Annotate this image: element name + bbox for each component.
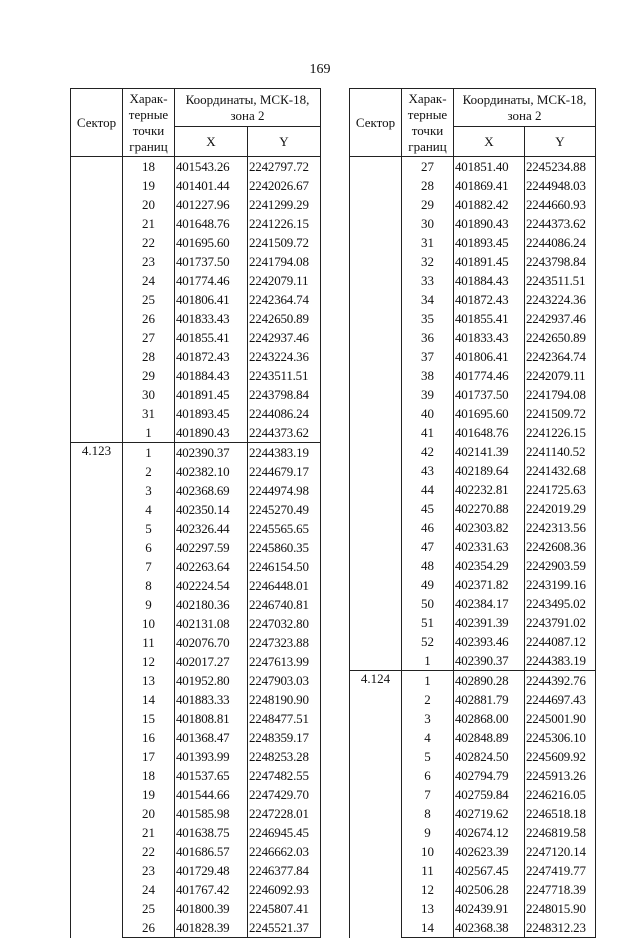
point-number-cell: 50 bbox=[402, 594, 454, 613]
y-coordinate-cell: 2244679.17 bbox=[248, 462, 321, 481]
x-coordinate-cell: 401695.60 bbox=[175, 233, 248, 252]
x-coordinate-cell: 401543.26 bbox=[175, 157, 248, 177]
y-coordinate-cell: 2247120.14 bbox=[525, 842, 596, 861]
point-number-cell: 9 bbox=[402, 823, 454, 842]
y-coordinate-cell: 2241725.63 bbox=[525, 480, 596, 499]
y-coordinate-cell: 2244392.76 bbox=[525, 671, 596, 691]
point-number-cell: 28 bbox=[123, 347, 175, 366]
x-coordinate-cell: 401648.76 bbox=[454, 423, 525, 442]
point-number-cell: 14 bbox=[402, 918, 454, 938]
y-coordinate-cell: 2242650.89 bbox=[248, 309, 321, 328]
point-number-cell: 43 bbox=[402, 461, 454, 480]
point-number-cell: 6 bbox=[402, 766, 454, 785]
point-number-cell: 26 bbox=[123, 309, 175, 328]
char-points-header: Харак-терные точки границ bbox=[123, 89, 175, 157]
point-number-cell: 30 bbox=[123, 385, 175, 404]
x-coordinate-cell: 401891.45 bbox=[175, 385, 248, 404]
x-coordinate-cell: 401806.41 bbox=[175, 290, 248, 309]
y-header: Y bbox=[525, 127, 596, 157]
point-number-cell: 20 bbox=[123, 195, 175, 214]
point-number-cell: 51 bbox=[402, 613, 454, 632]
x-coordinate-cell: 401806.41 bbox=[454, 347, 525, 366]
y-coordinate-cell: 2245306.10 bbox=[525, 728, 596, 747]
coordinates-table-right bbox=[349, 88, 596, 938]
coordinates-table-left bbox=[70, 88, 321, 938]
point-number-cell: 34 bbox=[402, 290, 454, 309]
y-coordinate-cell: 2247903.03 bbox=[248, 671, 321, 690]
x-coordinate-cell: 402270.88 bbox=[454, 499, 525, 518]
y-coordinate-cell: 2244383.19 bbox=[525, 651, 596, 671]
point-number-cell: 42 bbox=[402, 442, 454, 461]
x-coordinate-cell: 402868.00 bbox=[454, 709, 525, 728]
sector-cell bbox=[350, 157, 402, 671]
y-coordinate-cell: 2244948.03 bbox=[525, 176, 596, 195]
point-number-cell: 12 bbox=[402, 880, 454, 899]
y-coordinate-cell: 2246819.58 bbox=[525, 823, 596, 842]
y-coordinate-cell: 2241794.08 bbox=[525, 385, 596, 404]
y-coordinate-cell: 2242797.72 bbox=[248, 157, 321, 177]
sector-header: Сектор bbox=[71, 89, 123, 157]
x-coordinate-cell: 401774.46 bbox=[175, 271, 248, 290]
point-number-cell: 11 bbox=[402, 861, 454, 880]
y-coordinate-cell: 2242937.46 bbox=[525, 309, 596, 328]
y-coordinate-cell: 2246740.81 bbox=[248, 595, 321, 614]
y-coordinate-cell: 2242937.46 bbox=[248, 328, 321, 347]
x-coordinate-cell: 402224.54 bbox=[175, 576, 248, 595]
x-coordinate-cell: 402890.28 bbox=[454, 671, 525, 691]
y-coordinate-cell: 2241226.15 bbox=[525, 423, 596, 442]
y-coordinate-cell: 2248253.28 bbox=[248, 747, 321, 766]
point-number-cell: 7 bbox=[123, 557, 175, 576]
point-number-cell: 22 bbox=[123, 842, 175, 861]
y-coordinate-cell: 2242650.89 bbox=[525, 328, 596, 347]
x-coordinate-cell: 401544.66 bbox=[175, 785, 248, 804]
x-coordinate-cell: 402506.28 bbox=[454, 880, 525, 899]
x-coordinate-cell: 402141.39 bbox=[454, 442, 525, 461]
point-number-cell: 23 bbox=[123, 861, 175, 880]
x-coordinate-cell: 402881.79 bbox=[454, 690, 525, 709]
x-coordinate-cell: 401537.65 bbox=[175, 766, 248, 785]
x-coordinate-cell: 401855.41 bbox=[175, 328, 248, 347]
point-number-cell: 41 bbox=[402, 423, 454, 442]
y-coordinate-cell: 2248477.51 bbox=[248, 709, 321, 728]
y-coordinate-cell: 2242313.56 bbox=[525, 518, 596, 537]
point-number-cell: 8 bbox=[123, 576, 175, 595]
y-coordinate-cell: 2245565.65 bbox=[248, 519, 321, 538]
y-coordinate-cell: 2244373.62 bbox=[248, 423, 321, 443]
y-coordinate-cell: 2246945.45 bbox=[248, 823, 321, 842]
x-coordinate-cell: 401695.60 bbox=[454, 404, 525, 423]
y-coordinate-cell: 2241226.15 bbox=[248, 214, 321, 233]
y-coordinate-cell: 2245001.90 bbox=[525, 709, 596, 728]
sector-cell: 4.124 bbox=[350, 671, 402, 938]
x-coordinate-cell: 402390.37 bbox=[454, 651, 525, 671]
point-number-cell: 16 bbox=[123, 728, 175, 747]
point-number-cell: 10 bbox=[123, 614, 175, 633]
x-coordinate-cell: 402719.62 bbox=[454, 804, 525, 823]
point-number-cell: 17 bbox=[123, 747, 175, 766]
x-coordinate-cell: 401833.43 bbox=[175, 309, 248, 328]
x-coordinate-cell: 402567.45 bbox=[454, 861, 525, 880]
x-coordinate-cell: 402371.82 bbox=[454, 575, 525, 594]
y-coordinate-cell: 2244974.98 bbox=[248, 481, 321, 500]
x-coordinate-cell: 402439.91 bbox=[454, 899, 525, 918]
y-coordinate-cell: 2246154.50 bbox=[248, 557, 321, 576]
x-header: X bbox=[175, 127, 248, 157]
point-number-cell: 2 bbox=[123, 462, 175, 481]
y-coordinate-cell: 2248359.17 bbox=[248, 728, 321, 747]
point-number-cell: 19 bbox=[123, 785, 175, 804]
point-number-cell: 48 bbox=[402, 556, 454, 575]
y-coordinate-cell: 2245807.41 bbox=[248, 899, 321, 918]
y-coordinate-cell: 2245913.26 bbox=[525, 766, 596, 785]
x-coordinate-cell: 401227.96 bbox=[175, 195, 248, 214]
point-number-cell: 30 bbox=[402, 214, 454, 233]
sector-cell: 4.123 bbox=[71, 443, 123, 938]
point-number-cell: 27 bbox=[123, 328, 175, 347]
y-coordinate-cell: 2247419.77 bbox=[525, 861, 596, 880]
point-number-cell: 37 bbox=[402, 347, 454, 366]
x-coordinate-cell: 401401.44 bbox=[175, 176, 248, 195]
x-coordinate-cell: 402382.10 bbox=[175, 462, 248, 481]
y-coordinate-cell: 2242026.67 bbox=[248, 176, 321, 195]
point-number-cell: 3 bbox=[123, 481, 175, 500]
x-coordinate-cell: 402180.36 bbox=[175, 595, 248, 614]
y-coordinate-cell: 2245609.92 bbox=[525, 747, 596, 766]
point-number-cell: 19 bbox=[123, 176, 175, 195]
x-coordinate-cell: 401729.48 bbox=[175, 861, 248, 880]
x-coordinate-cell: 401808.81 bbox=[175, 709, 248, 728]
x-coordinate-cell: 402076.70 bbox=[175, 633, 248, 652]
point-number-cell: 13 bbox=[402, 899, 454, 918]
y-coordinate-cell: 2243495.02 bbox=[525, 594, 596, 613]
x-coordinate-cell: 402131.08 bbox=[175, 614, 248, 633]
point-number-cell: 10 bbox=[402, 842, 454, 861]
page-number: 169 bbox=[309, 62, 331, 77]
sector-header: Сектор bbox=[350, 89, 402, 157]
y-coordinate-cell: 2243511.51 bbox=[248, 366, 321, 385]
x-coordinate-cell: 401851.40 bbox=[454, 157, 525, 177]
y-coordinate-cell: 2248190.90 bbox=[248, 690, 321, 709]
point-number-cell: 39 bbox=[402, 385, 454, 404]
y-coordinate-cell: 2241509.72 bbox=[248, 233, 321, 252]
x-coordinate-cell: 401884.43 bbox=[454, 271, 525, 290]
y-coordinate-cell: 2246448.01 bbox=[248, 576, 321, 595]
table-row bbox=[71, 157, 321, 177]
y-coordinate-cell: 2241794.08 bbox=[248, 252, 321, 271]
y-coordinate-cell: 2245270.49 bbox=[248, 500, 321, 519]
x-coordinate-cell: 402303.82 bbox=[454, 518, 525, 537]
x-coordinate-cell: 401952.80 bbox=[175, 671, 248, 690]
x-coordinate-cell: 401890.43 bbox=[175, 423, 248, 443]
point-number-cell: 23 bbox=[123, 252, 175, 271]
point-number-cell: 40 bbox=[402, 404, 454, 423]
x-coordinate-cell: 401767.42 bbox=[175, 880, 248, 899]
point-number-cell: 29 bbox=[402, 195, 454, 214]
x-coordinate-cell: 401774.46 bbox=[454, 366, 525, 385]
point-number-cell: 32 bbox=[402, 252, 454, 271]
y-coordinate-cell: 2244086.24 bbox=[248, 404, 321, 423]
point-number-cell: 1 bbox=[123, 423, 175, 443]
x-coordinate-cell: 402848.89 bbox=[454, 728, 525, 747]
point-number-cell: 21 bbox=[123, 823, 175, 842]
y-coordinate-cell: 2247718.39 bbox=[525, 880, 596, 899]
point-number-cell: 13 bbox=[123, 671, 175, 690]
y-coordinate-cell: 2241509.72 bbox=[525, 404, 596, 423]
x-coordinate-cell: 402368.38 bbox=[454, 918, 525, 938]
char-points-header: Харак-терные точки границ bbox=[402, 89, 454, 157]
point-number-cell: 52 bbox=[402, 632, 454, 651]
point-number-cell: 4 bbox=[123, 500, 175, 519]
y-coordinate-cell: 2246662.03 bbox=[248, 842, 321, 861]
coords-header: Координаты, МСК-18, зона 2 bbox=[175, 89, 321, 127]
x-coordinate-cell: 401393.99 bbox=[175, 747, 248, 766]
point-number-cell: 1 bbox=[402, 651, 454, 671]
x-coordinate-cell: 402017.27 bbox=[175, 652, 248, 671]
y-coordinate-cell: 2242019.29 bbox=[525, 499, 596, 518]
x-coordinate-cell: 401893.45 bbox=[454, 233, 525, 252]
x-coordinate-cell: 402263.64 bbox=[175, 557, 248, 576]
y-coordinate-cell: 2245860.35 bbox=[248, 538, 321, 557]
x-coordinate-cell: 402384.17 bbox=[454, 594, 525, 613]
point-number-cell: 36 bbox=[402, 328, 454, 347]
point-number-cell: 38 bbox=[402, 366, 454, 385]
y-header: Y bbox=[248, 127, 321, 157]
x-header: X bbox=[454, 127, 525, 157]
x-coordinate-cell: 401585.98 bbox=[175, 804, 248, 823]
y-coordinate-cell: 2242364.74 bbox=[248, 290, 321, 309]
y-coordinate-cell: 2247482.55 bbox=[248, 766, 321, 785]
point-number-cell: 47 bbox=[402, 537, 454, 556]
point-number-cell: 24 bbox=[123, 271, 175, 290]
x-coordinate-cell: 401890.43 bbox=[454, 214, 525, 233]
point-number-cell: 28 bbox=[402, 176, 454, 195]
point-number-cell: 49 bbox=[402, 575, 454, 594]
point-number-cell: 14 bbox=[123, 690, 175, 709]
x-coordinate-cell: 401872.43 bbox=[175, 347, 248, 366]
x-coordinate-cell: 401737.50 bbox=[454, 385, 525, 404]
point-number-cell: 35 bbox=[402, 309, 454, 328]
point-number-cell: 18 bbox=[123, 157, 175, 177]
point-number-cell: 26 bbox=[123, 918, 175, 938]
x-coordinate-cell: 401833.43 bbox=[454, 328, 525, 347]
x-coordinate-cell: 402674.12 bbox=[454, 823, 525, 842]
table-row bbox=[350, 157, 596, 177]
y-coordinate-cell: 2244383.19 bbox=[248, 443, 321, 463]
x-coordinate-cell: 402759.84 bbox=[454, 785, 525, 804]
y-coordinate-cell: 2246092.93 bbox=[248, 880, 321, 899]
x-coordinate-cell: 401686.57 bbox=[175, 842, 248, 861]
point-number-cell: 31 bbox=[123, 404, 175, 423]
y-coordinate-cell: 2243798.84 bbox=[248, 385, 321, 404]
y-coordinate-cell: 2246377.84 bbox=[248, 861, 321, 880]
y-coordinate-cell: 2243791.02 bbox=[525, 613, 596, 632]
point-number-cell: 8 bbox=[402, 804, 454, 823]
x-coordinate-cell: 402331.63 bbox=[454, 537, 525, 556]
point-number-cell: 5 bbox=[123, 519, 175, 538]
y-coordinate-cell: 2242608.36 bbox=[525, 537, 596, 556]
x-coordinate-cell: 402326.44 bbox=[175, 519, 248, 538]
table-row bbox=[71, 443, 321, 463]
table-row bbox=[350, 671, 596, 691]
y-coordinate-cell: 2244660.93 bbox=[525, 195, 596, 214]
point-number-cell: 4 bbox=[402, 728, 454, 747]
y-coordinate-cell: 2248015.90 bbox=[525, 899, 596, 918]
y-coordinate-cell: 2244087.12 bbox=[525, 632, 596, 651]
y-coordinate-cell: 2246518.18 bbox=[525, 804, 596, 823]
point-number-cell: 46 bbox=[402, 518, 454, 537]
y-coordinate-cell: 2244373.62 bbox=[525, 214, 596, 233]
y-coordinate-cell: 2241299.29 bbox=[248, 195, 321, 214]
x-coordinate-cell: 402350.14 bbox=[175, 500, 248, 519]
x-coordinate-cell: 401882.42 bbox=[454, 195, 525, 214]
y-coordinate-cell: 2248312.23 bbox=[525, 918, 596, 938]
point-number-cell: 21 bbox=[123, 214, 175, 233]
point-number-cell: 24 bbox=[123, 880, 175, 899]
point-number-cell: 11 bbox=[123, 633, 175, 652]
table-body bbox=[350, 157, 596, 938]
point-number-cell: 1 bbox=[123, 443, 175, 463]
y-coordinate-cell: 2247429.70 bbox=[248, 785, 321, 804]
x-coordinate-cell: 402794.79 bbox=[454, 766, 525, 785]
point-number-cell: 6 bbox=[123, 538, 175, 557]
y-coordinate-cell: 2247228.01 bbox=[248, 804, 321, 823]
x-coordinate-cell: 401737.50 bbox=[175, 252, 248, 271]
point-number-cell: 7 bbox=[402, 785, 454, 804]
y-coordinate-cell: 2242079.11 bbox=[525, 366, 596, 385]
x-coordinate-cell: 401638.75 bbox=[175, 823, 248, 842]
point-number-cell: 31 bbox=[402, 233, 454, 252]
y-coordinate-cell: 2247613.99 bbox=[248, 652, 321, 671]
point-number-cell: 45 bbox=[402, 499, 454, 518]
x-coordinate-cell: 401800.39 bbox=[175, 899, 248, 918]
x-coordinate-cell: 402189.64 bbox=[454, 461, 525, 480]
point-number-cell: 1 bbox=[402, 671, 454, 691]
point-number-cell: 12 bbox=[123, 652, 175, 671]
x-coordinate-cell: 402824.50 bbox=[454, 747, 525, 766]
y-coordinate-cell: 2244697.43 bbox=[525, 690, 596, 709]
x-coordinate-cell: 402368.69 bbox=[175, 481, 248, 500]
point-number-cell: 9 bbox=[123, 595, 175, 614]
x-coordinate-cell: 401883.33 bbox=[175, 690, 248, 709]
x-coordinate-cell: 402393.46 bbox=[454, 632, 525, 651]
x-coordinate-cell: 402297.59 bbox=[175, 538, 248, 557]
y-coordinate-cell: 2243798.84 bbox=[525, 252, 596, 271]
x-coordinate-cell: 401869.41 bbox=[454, 176, 525, 195]
point-number-cell: 25 bbox=[123, 899, 175, 918]
y-coordinate-cell: 2245234.88 bbox=[525, 157, 596, 177]
x-coordinate-cell: 401872.43 bbox=[454, 290, 525, 309]
x-coordinate-cell: 401891.45 bbox=[454, 252, 525, 271]
point-number-cell: 27 bbox=[402, 157, 454, 177]
point-number-cell: 3 bbox=[402, 709, 454, 728]
point-number-cell: 5 bbox=[402, 747, 454, 766]
table-body bbox=[71, 157, 321, 938]
y-coordinate-cell: 2243224.36 bbox=[525, 290, 596, 309]
x-coordinate-cell: 401648.76 bbox=[175, 214, 248, 233]
point-number-cell: 22 bbox=[123, 233, 175, 252]
point-number-cell: 20 bbox=[123, 804, 175, 823]
y-coordinate-cell: 2246216.05 bbox=[525, 785, 596, 804]
y-coordinate-cell: 2243224.36 bbox=[248, 347, 321, 366]
point-number-cell: 29 bbox=[123, 366, 175, 385]
y-coordinate-cell: 2247032.80 bbox=[248, 614, 321, 633]
x-coordinate-cell: 401828.39 bbox=[175, 918, 248, 938]
y-coordinate-cell: 2243199.16 bbox=[525, 575, 596, 594]
x-coordinate-cell: 401893.45 bbox=[175, 404, 248, 423]
x-coordinate-cell: 402232.81 bbox=[454, 480, 525, 499]
x-coordinate-cell: 402354.29 bbox=[454, 556, 525, 575]
y-coordinate-cell: 2245521.37 bbox=[248, 918, 321, 938]
y-coordinate-cell: 2242364.74 bbox=[525, 347, 596, 366]
point-number-cell: 2 bbox=[402, 690, 454, 709]
y-coordinate-cell: 2247323.88 bbox=[248, 633, 321, 652]
point-number-cell: 15 bbox=[123, 709, 175, 728]
x-coordinate-cell: 401855.41 bbox=[454, 309, 525, 328]
coords-header: Координаты, МСК-18, зона 2 bbox=[454, 89, 596, 127]
y-coordinate-cell: 2241432.68 bbox=[525, 461, 596, 480]
y-coordinate-cell: 2241140.52 bbox=[525, 442, 596, 461]
x-coordinate-cell: 402623.39 bbox=[454, 842, 525, 861]
y-coordinate-cell: 2242903.59 bbox=[525, 556, 596, 575]
x-coordinate-cell: 401884.43 bbox=[175, 366, 248, 385]
sector-cell bbox=[71, 157, 123, 443]
x-coordinate-cell: 402390.37 bbox=[175, 443, 248, 463]
point-number-cell: 44 bbox=[402, 480, 454, 499]
y-coordinate-cell: 2242079.11 bbox=[248, 271, 321, 290]
x-coordinate-cell: 401368.47 bbox=[175, 728, 248, 747]
y-coordinate-cell: 2244086.24 bbox=[525, 233, 596, 252]
point-number-cell: 18 bbox=[123, 766, 175, 785]
point-number-cell: 33 bbox=[402, 271, 454, 290]
y-coordinate-cell: 2243511.51 bbox=[525, 271, 596, 290]
point-number-cell: 25 bbox=[123, 290, 175, 309]
x-coordinate-cell: 402391.39 bbox=[454, 613, 525, 632]
